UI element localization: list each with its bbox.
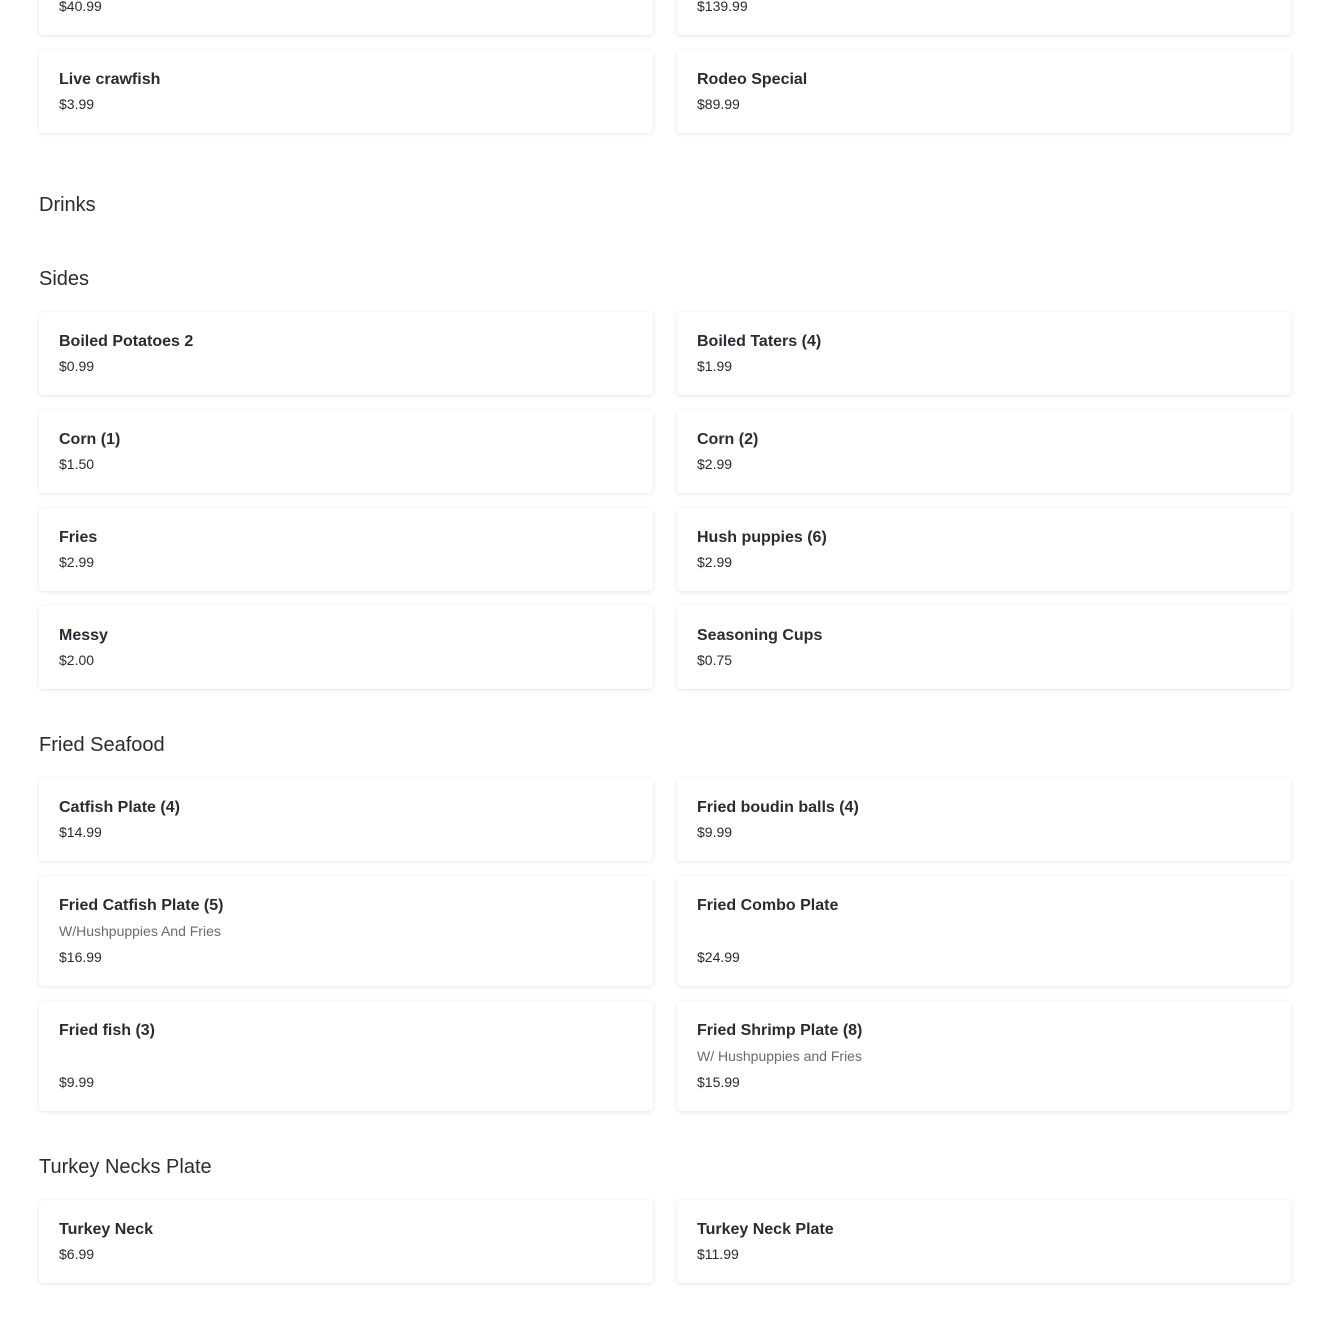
- section-title-fried-seafood: Fried Seafood: [39, 734, 165, 756]
- item-price: $0.99: [59, 358, 95, 374]
- menu-item-card[interactable]: [677, 1200, 1291, 1283]
- menu-item-card[interactable]: [39, 778, 653, 861]
- item-price: $6.99: [59, 1246, 95, 1262]
- item-description: W/Hushpuppies And Fries: [59, 923, 221, 939]
- item-price: $9.99: [697, 824, 733, 840]
- menu-item-card[interactable]: [677, 876, 1291, 986]
- menu-item-card[interactable]: [677, 1001, 1291, 1111]
- item-name: Fried Combo Plate: [697, 897, 839, 914]
- menu-item-card[interactable]: [39, 0, 653, 35]
- menu-item-card[interactable]: [677, 410, 1291, 493]
- menu-item-card[interactable]: [677, 508, 1291, 591]
- item-price: $1.99: [697, 358, 733, 374]
- item-price: $2.99: [697, 554, 733, 570]
- item-description: W/ Hushpuppies and Fries: [697, 1048, 862, 1064]
- item-price: $40.99: [59, 0, 102, 14]
- item-price: $89.99: [697, 96, 740, 112]
- item-price: $15.99: [697, 1074, 740, 1090]
- item-name: Fried boudin balls (4): [697, 799, 859, 816]
- menu-item-card[interactable]: [677, 312, 1291, 395]
- menu-item-card[interactable]: [39, 1200, 653, 1283]
- item-name: Live crawfish: [59, 71, 161, 88]
- item-price: $2.99: [59, 554, 95, 570]
- menu-item-card[interactable]: [677, 778, 1291, 861]
- menu-item-card[interactable]: [39, 876, 653, 986]
- item-price: $9.99: [59, 1074, 95, 1090]
- item-name: Fries: [59, 529, 98, 546]
- item-price: $2.00: [59, 652, 95, 668]
- item-name: Rodeo Special: [697, 71, 808, 88]
- menu-item-card[interactable]: [39, 50, 653, 133]
- item-price: $24.99: [697, 949, 740, 965]
- item-name: Messy: [59, 627, 108, 644]
- item-name: Corn (1): [59, 431, 121, 448]
- item-name: Fried fish (3): [59, 1022, 156, 1039]
- sides-grid: [39, 312, 1291, 689]
- item-name: Boiled Potatoes 2: [59, 333, 194, 350]
- menu-item-card[interactable]: [677, 50, 1291, 133]
- menu-item-card[interactable]: [39, 1001, 653, 1111]
- menu-item-card[interactable]: [677, 606, 1291, 689]
- item-price: $2.99: [697, 456, 733, 472]
- item-price: $16.99: [59, 949, 102, 965]
- menu-item-card[interactable]: [39, 508, 653, 591]
- item-price: $1.50: [59, 456, 95, 472]
- item-name: Catfish Plate (4): [59, 799, 180, 816]
- item-price: $11.99: [697, 1246, 739, 1262]
- item-name: Fried Catfish Plate (5): [59, 897, 224, 914]
- section-title-sides: Sides: [39, 268, 90, 290]
- item-name: Turkey Neck: [59, 1221, 153, 1238]
- item-price: $139.99: [697, 0, 748, 14]
- item-name: Hush puppies (6): [697, 529, 827, 546]
- item-price: $14.99: [59, 824, 102, 840]
- top-section: [39, 0, 1291, 133]
- item-name: Seasoning Cups: [697, 627, 823, 644]
- item-name: Corn (2): [697, 431, 759, 448]
- item-name: Fried Shrimp Plate (8): [697, 1022, 863, 1039]
- item-price: $3.99: [59, 96, 95, 112]
- section-title-turkey-necks: Turkey Necks Plate: [39, 1156, 212, 1178]
- menu-item-card[interactable]: [39, 606, 653, 689]
- item-name: Turkey Neck Plate: [697, 1221, 834, 1238]
- item-price: $0.75: [697, 652, 733, 668]
- item-name: Boiled Taters (4): [697, 333, 822, 350]
- menu-item-card[interactable]: [39, 410, 653, 493]
- menu-item-card[interactable]: [677, 0, 1291, 35]
- turkey-necks-grid: [39, 1200, 1291, 1283]
- fried-seafood-grid: [39, 778, 1291, 1111]
- section-title-drinks: Drinks: [39, 194, 96, 216]
- menu-item-card[interactable]: [39, 312, 653, 395]
